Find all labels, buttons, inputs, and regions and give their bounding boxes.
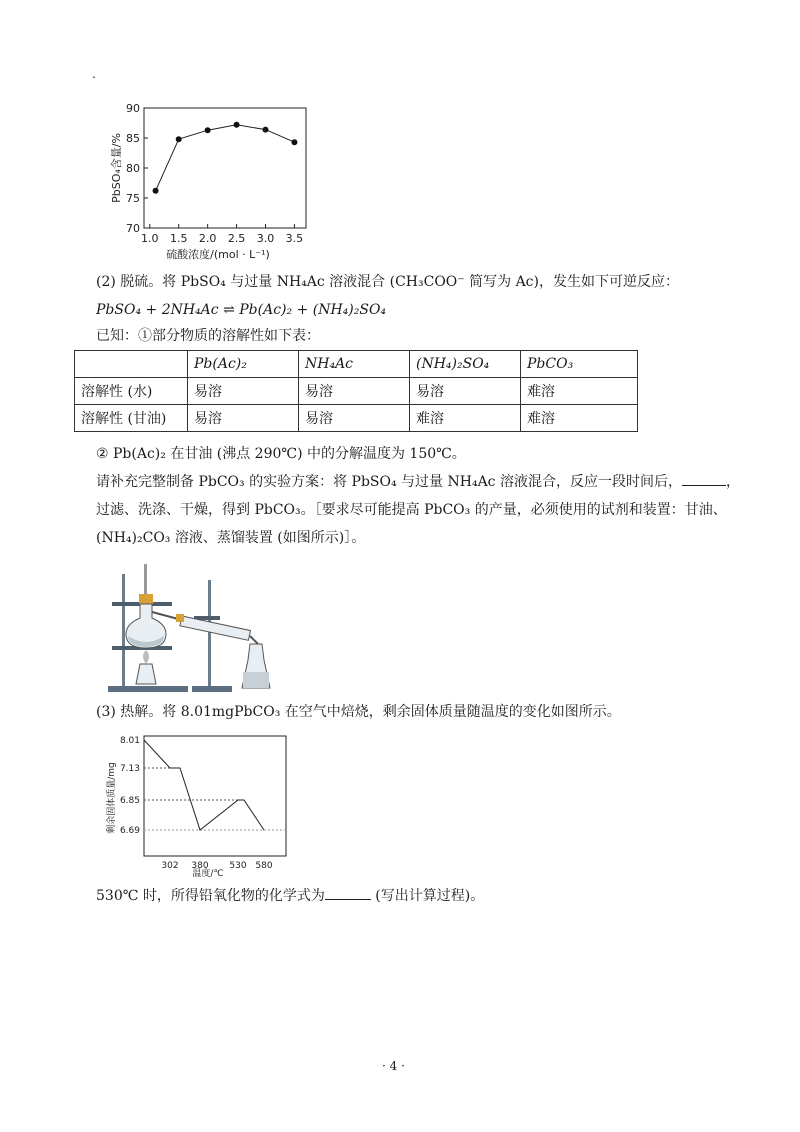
chart1-ylabel: PbSO₄含量/% [110,133,123,203]
distillation-apparatus-illustration [100,560,400,696]
chart1-xtick-label: 2.0 [198,232,217,245]
chart1-data-point [153,188,159,194]
task-line-2: 过滤、洗涤、干燥，得到 PbCO₃。［要求尽可能提高 PbCO₃ 的产量，必须使用的试剂和装置：甘油、 [96,502,727,518]
table-cell: 难溶 [521,378,638,405]
stand-rod-left [122,574,125,686]
chart-sulfuric-acid [100,100,320,260]
question-end: (写出计算过程)。 [370,888,485,904]
table-row [75,405,638,432]
task-text: 请补充完整制备 PbCO₃ 的实验方案：将 PbSO₄ 与过量 NH₄Ac 溶液混合，反应一段时间后， [96,474,682,490]
chart2-ytick-label: 6.69 [119,826,140,836]
table-cell: 溶解性 (水) [75,378,188,405]
chart2-plot-frame [144,736,286,856]
lamp-flame [143,650,149,664]
table-cell: 易溶 [188,405,299,432]
chart2-ytick-label: 8.01 [119,736,140,746]
chart1-ytick-label: 70 [126,222,140,235]
receiving-liquid [243,672,269,688]
table-header-cell: (NH₄)₂SO₄ [410,351,521,378]
solubility-table [74,350,638,432]
flask-stopper [139,594,153,604]
chart1-xtick-label: 2.5 [227,232,246,245]
table-cell: 易溶 [299,378,410,405]
chart2-xtick-label: 580 [255,861,273,871]
known-conditions: 已知：①部分物质的溶解性如下表： [96,328,320,344]
stand-rod-right [208,580,211,686]
chart1-ytick-label: 75 [126,192,140,205]
chart1-data-point [291,139,297,145]
chart2-xtick-label: 380 [191,861,209,871]
chart2-ylabel: 剩余固体质量/mg [107,762,117,834]
chart1-xtick-label: 1.5 [169,232,188,245]
question-line [96,886,484,906]
question-text: 530℃ 时，所得铅氧化物的化学式为 [96,888,325,904]
chart1-series-line [156,125,295,191]
table-row [75,378,638,405]
chart2-ytick-label: 7.13 [119,764,140,774]
known-condition-2: ② Pb(Ac)₂ 在甘油 (沸点 290℃) 中的分解温度为 150℃。 [96,446,466,462]
task-line-3: (NH₄)₂CO₃ 溶液、蒸馏装置 (如图所示)］。 [96,530,366,546]
table-cell: 易溶 [188,378,299,405]
table-cell: 易溶 [410,378,521,405]
table-header-cell: NH₄Ac [299,351,410,378]
stray-dot: . [92,67,96,81]
table-cell: 易溶 [299,405,410,432]
chart1-xtick-label: 1.0 [141,232,159,245]
table-cell: 溶解性 (甘油) [75,405,188,432]
table-header-cell [75,351,188,378]
answer-blank-2[interactable] [325,899,371,900]
chart2-series-line [144,740,264,830]
chart1-data-point [176,136,182,142]
table-cell: 难溶 [521,405,638,432]
table-cell: 难溶 [410,405,521,432]
task-comma: ， [725,474,740,490]
chart1-ytick-label: 85 [126,132,140,145]
table-header-row [75,351,638,378]
chart2-ytick-label: 6.85 [119,796,140,806]
chart2-xtick-label: 530 [229,861,247,871]
adapter [250,636,258,644]
task-line-1 [96,472,740,492]
chart2-xlabel: 温度/℃ [192,869,224,878]
stand-base-right [192,686,232,692]
chart1-plot-frame [144,108,306,228]
section2-intro: (2) 脱硫。将 PbSO₄ 与过量 NH₄Ac 溶液混合 (CH₃COO⁻ 简写为 Ac)，发生如下可逆反应： [96,274,679,290]
chart1-ytick-label: 90 [126,102,140,115]
chart1-data-point [234,122,240,128]
chart1-xtick-label: 3.5 [285,232,304,245]
chart1-xtick-label: 3.0 [256,232,275,245]
page-number: · 4 · [382,1059,405,1073]
table-header-cell: PbCO₃ [521,351,638,378]
chart1-data-point [263,127,269,133]
stand-base-left [108,686,188,692]
table-header-cell: Pb(Ac)₂ [188,351,299,378]
condenser-joint [176,614,184,622]
section3-intro: (3) 热解。将 8.01mgPbCO₃ 在空气中焙烧，剩余固体质量随温度的变化如图所示。 [96,704,621,720]
chart1-ytick-label: 80 [126,162,140,175]
reaction-equation: PbSO₄ + 2NH₄Ac ⇌ Pb(Ac)₂ + (NH₄)₂SO₄ [96,302,387,318]
chart-residual-mass [100,730,300,878]
chart2-xtick-label: 302 [161,861,179,871]
chart1-data-point [205,127,211,133]
alcohol-lamp [136,664,156,684]
answer-blank-1[interactable] [682,485,726,486]
chart1-xlabel: 硫酸浓度/(mol · L⁻¹) [166,248,270,260]
